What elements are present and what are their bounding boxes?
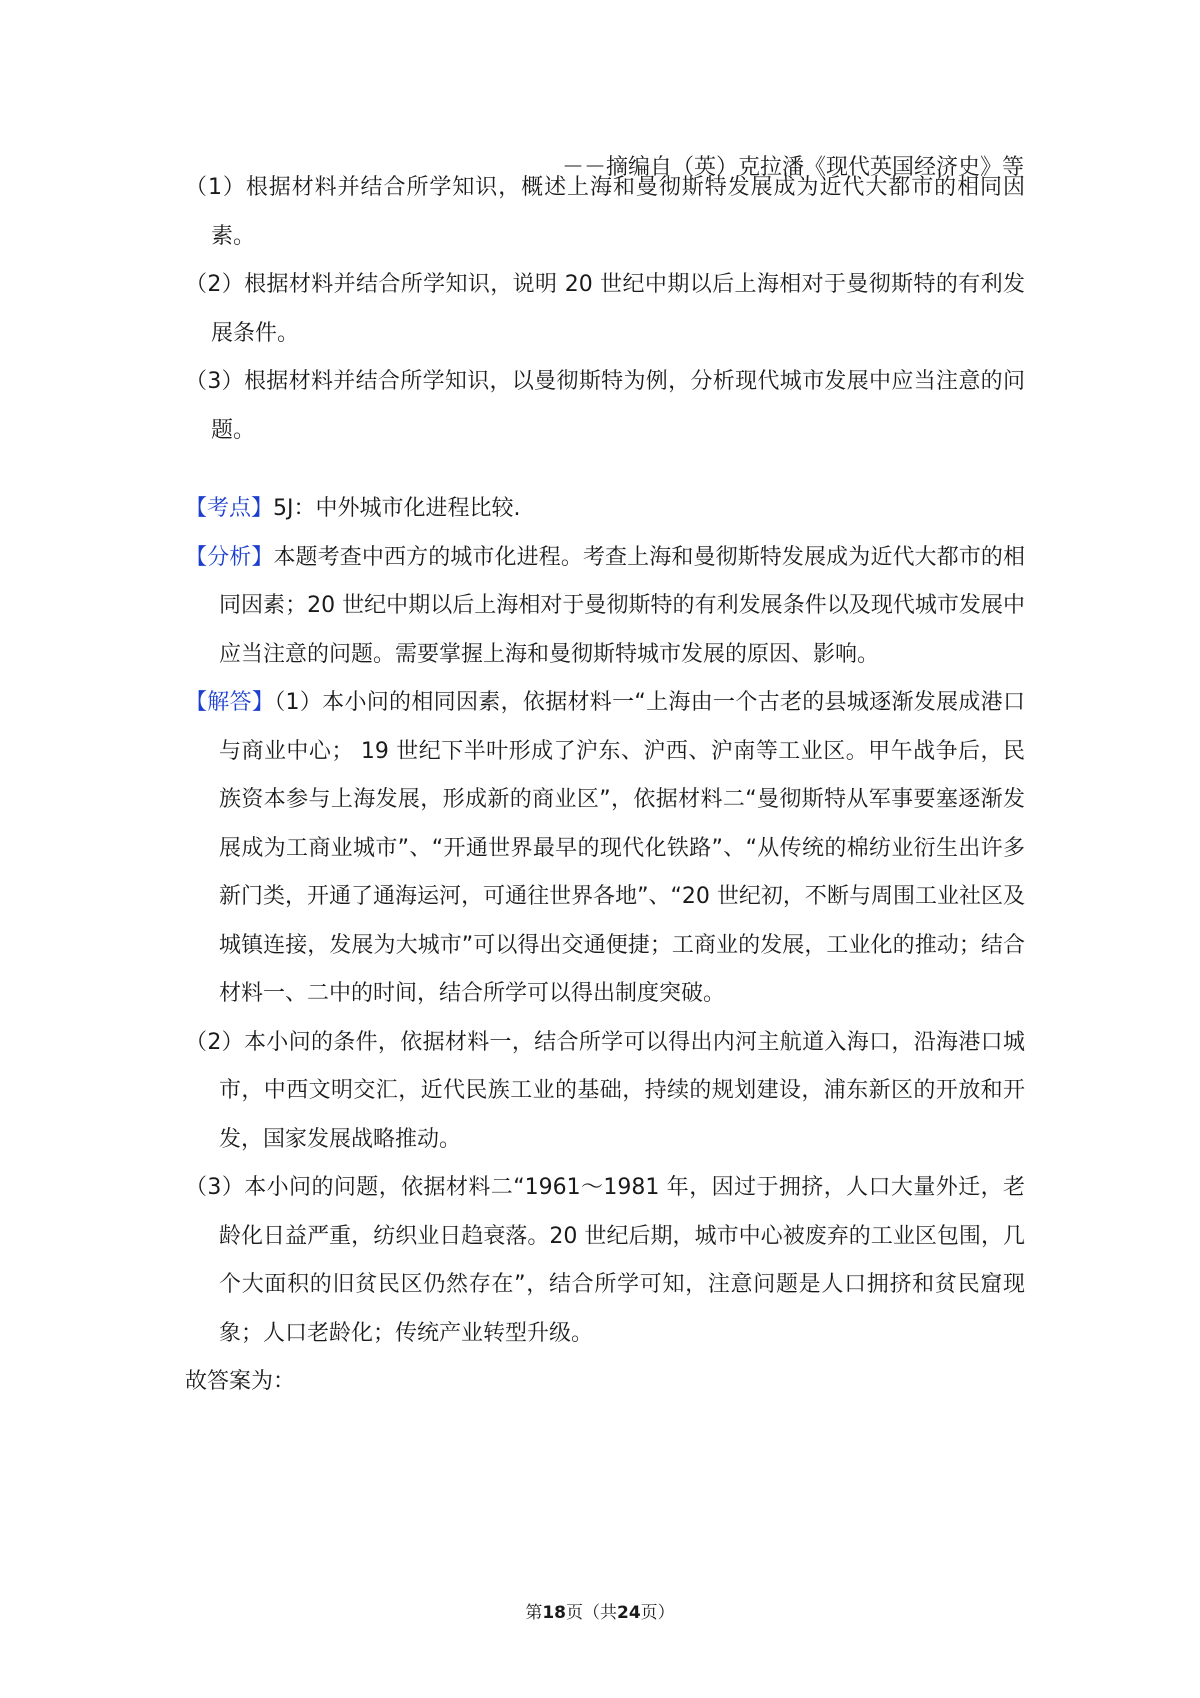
footer-middle: 页（共 bbox=[566, 1603, 617, 1623]
jieda-paragraph bbox=[185, 679, 1025, 1019]
answer-3: （3）本小问的问题，依据材料二“1961～1981 年，因过于拥挤，人口大量外迁，老龄化日益严重，纺织业日趋衰落。20 世纪后期，城市中心被废弃的工业区包围，几个大面积的旧贫民区仍然存在”，结合所学可知，注意问题是人口拥挤和贫民窟现象；人口老龄化；传统产业转型升级。 bbox=[185, 1175, 1025, 1346]
kaodian-paragraph bbox=[185, 485, 1025, 534]
footer-prefix: 第 bbox=[525, 1603, 543, 1623]
questions-section bbox=[185, 164, 1025, 455]
jieda-tag: 【解答】 bbox=[185, 690, 275, 715]
answer-2: （2）本小问的条件，依据材料一，结合所学可以得出内河主航道入海口，沿海港口城市，中西文明交汇，近代民族工业的基础，持续的规划建设，浦东新区的开放和开发，国家发展战略推动。 bbox=[185, 1029, 1025, 1152]
question-3: （3）根据材料并结合所学知识，以曼彻斯特为例，分析现代城市发展中应当注意的问题。 bbox=[185, 369, 1025, 443]
conclusion-line: 故答案为： bbox=[185, 1369, 296, 1394]
footer-page-number: 18 bbox=[542, 1603, 566, 1623]
fenxi-tag: 【分析】 bbox=[185, 544, 274, 570]
kaodian-text: 5J：中外城市化进程比较. bbox=[273, 496, 521, 521]
question-1: （1）根据材料并结合所学知识，概述上海和曼彻斯特发展成为近代大都市的相同因素。 bbox=[185, 175, 1025, 249]
kaodian-tag: 【考点】 bbox=[185, 496, 274, 521]
page-footer bbox=[0, 1601, 1200, 1625]
footer-total-pages: 24 bbox=[617, 1603, 641, 1623]
jieda-text: （1）本小问的相同因素，依据材料一“上海由一个古老的县城逐渐发展成港口与商业中心； 19 世纪下半叶形成了沪东、沪西、沪南等工业区。甲午战争后，民族资本参与上海发展，形成新的商业区”，依据材料二“曼彻斯特从军事要塞逐渐发展成为工商业城市”、“开通世界最早的现代化铁路”、“从传统的棉纺业衍生出许多新门类，开通了通海运河，可通往世界各地”、“20 世纪初，不断与周围工业社区及城镇连接，发展为大城市”可以得出交通便捷；工商业的发展，工业化的推动；结合材料一、二中的时间，结合所学可以得出制度突破。 bbox=[219, 690, 1025, 1006]
fenxi-paragraph bbox=[185, 534, 1025, 680]
fenxi-text: 本题考查中西方的城市化进程。考查上海和曼彻斯特发展成为近代大都市的相同因素；20 世纪中期以后上海相对于曼彻斯特的有利发展条件以及现代城市发展中应当注意的问题。需要掌握上海和曼彻斯特城市发展的原因、影响。 bbox=[219, 544, 1025, 667]
source-citation: －－摘编自（英）克拉潘《现代英国经济史》等 bbox=[561, 155, 1024, 180]
question-2: （2）根据材料并结合所学知识，说明 20 世纪中期以后上海相对于曼彻斯特的有利发展条件。 bbox=[185, 272, 1025, 346]
solution-section bbox=[185, 485, 1025, 1407]
footer-suffix: 页） bbox=[640, 1603, 675, 1623]
